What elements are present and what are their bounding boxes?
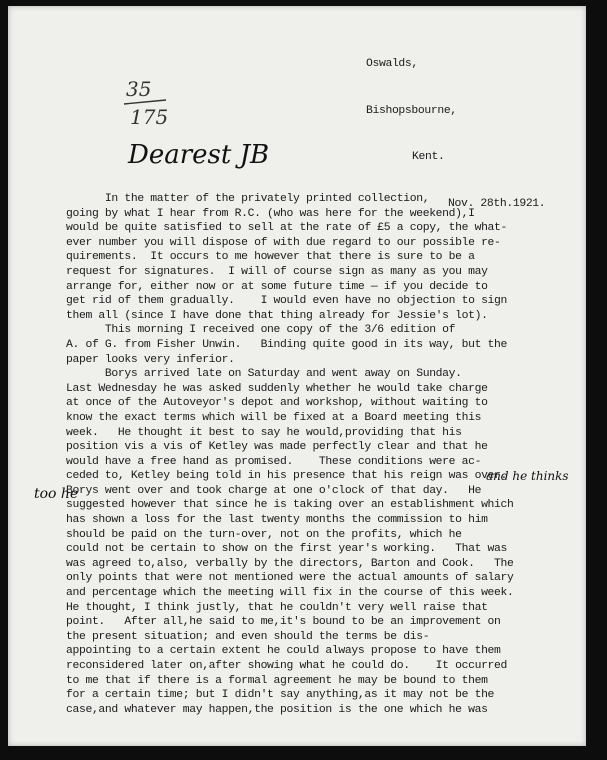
address-line-1: Oswalds, <box>366 58 418 70</box>
body-line: would be quite satisfied to sell at the rate of £5 a copy, the what- <box>66 222 508 235</box>
body-line: going by what I hear from R.C. (who was here for the weekend),I <box>66 207 475 220</box>
body-line: and percentage which the meeting will fix in the course of this week. <box>66 587 514 600</box>
body-line: position vis a vis of Ketley was made perfectly clear and that he <box>66 441 488 454</box>
handwritten-insertion: and he thinks <box>486 469 569 483</box>
salutation: Dearest JB <box>128 140 270 170</box>
letter-page <box>8 6 586 746</box>
body-line: point. After all,he said to me,it's bound to be an improvement on <box>66 616 501 629</box>
body-line: was agreed to,also, verbally by the directors, Barton and Cook. The <box>66 557 514 570</box>
body-line: should be paid on the turn-over, not on the profits, which he <box>66 528 462 541</box>
body-line: Borys went over and took charge at one o'clock of that day. He <box>66 484 482 497</box>
body-line: reconsidered later on,after showing what he could do. It occurred <box>66 660 508 672</box>
body-line: arrange for, either now or at some future time — if you decide to <box>66 280 488 293</box>
address-line-3: Kent. <box>412 151 445 163</box>
body-line: them all (since I have done that thing already for Jessie's lot). <box>66 309 488 322</box>
body-line: case,and whatever may happen,the position is the one which he was <box>66 703 488 716</box>
pencil-annotation <box>120 74 190 134</box>
body-line: In the matter of the privately printed collection, <box>66 193 430 205</box>
body-line: He thought, I think justly, that he couldn't very well raise that <box>66 601 488 614</box>
body-line: Last Wednesday he was asked suddenly whether he would take charge <box>66 382 488 395</box>
letter-body <box>66 192 514 717</box>
body-line: only points that were not mentioned were the actual amounts of salary <box>66 572 514 585</box>
body-line: This morning I received one copy of the 3/6 edition of <box>66 324 456 337</box>
body-line: paper looks very inferior. <box>66 353 235 366</box>
body-line: week. He thought it best to say he would,providing that his <box>66 426 462 439</box>
body-line: the present situation; and even should the terms be dis- <box>66 630 430 643</box>
pencil-number-top: 35 <box>126 77 152 101</box>
margin-note: too he <box>34 486 79 502</box>
body-line: quirements. It occurs to me however that there is sure to be a <box>66 251 475 264</box>
body-line: appointing to a certain extent he could always propose to have them <box>66 645 501 658</box>
body-line: would have a free hand as promised. These conditions were ac- <box>66 455 482 468</box>
body-line: know the exact terms which will be fixed at a Board meeting this <box>66 411 482 424</box>
body-line: ever number you will dispose of with due regard to our possible re- <box>66 236 501 249</box>
body-line: request for signatures. I will of course sign as many as you may <box>66 265 488 278</box>
body-line: ceded to, Ketley being told in his presence that his reign was over. <box>66 470 508 483</box>
body-line: at once of the Autoveyor's depot and workshop, without waiting to <box>66 397 488 410</box>
body-line: A. of G. from Fisher Unwin. Binding quite good in its way, but the <box>66 338 508 351</box>
body-line: get rid of them gradually. I would even have no objection to sign <box>66 295 508 308</box>
letter-date: Nov. 28th.1921. <box>448 197 546 210</box>
body-line: could not be certain to show on the first year's working. That was <box>66 543 508 556</box>
body-line: has shown a loss for the last twenty months the commission to him <box>66 514 488 527</box>
body-line: suggested however that since he is taking over an establishment which <box>66 499 514 512</box>
body-line: to me that if there is a formal agreement he may be bound to them <box>66 674 488 687</box>
pencil-number-bottom: 175 <box>130 105 169 129</box>
body-line: Borys arrived late on Saturday and went away on Sunday. <box>66 368 462 381</box>
address-line-2: Bishopsbourne, <box>366 104 457 117</box>
body-line: for a certain time; but I didn't say anything,as it may not be the <box>66 689 495 702</box>
